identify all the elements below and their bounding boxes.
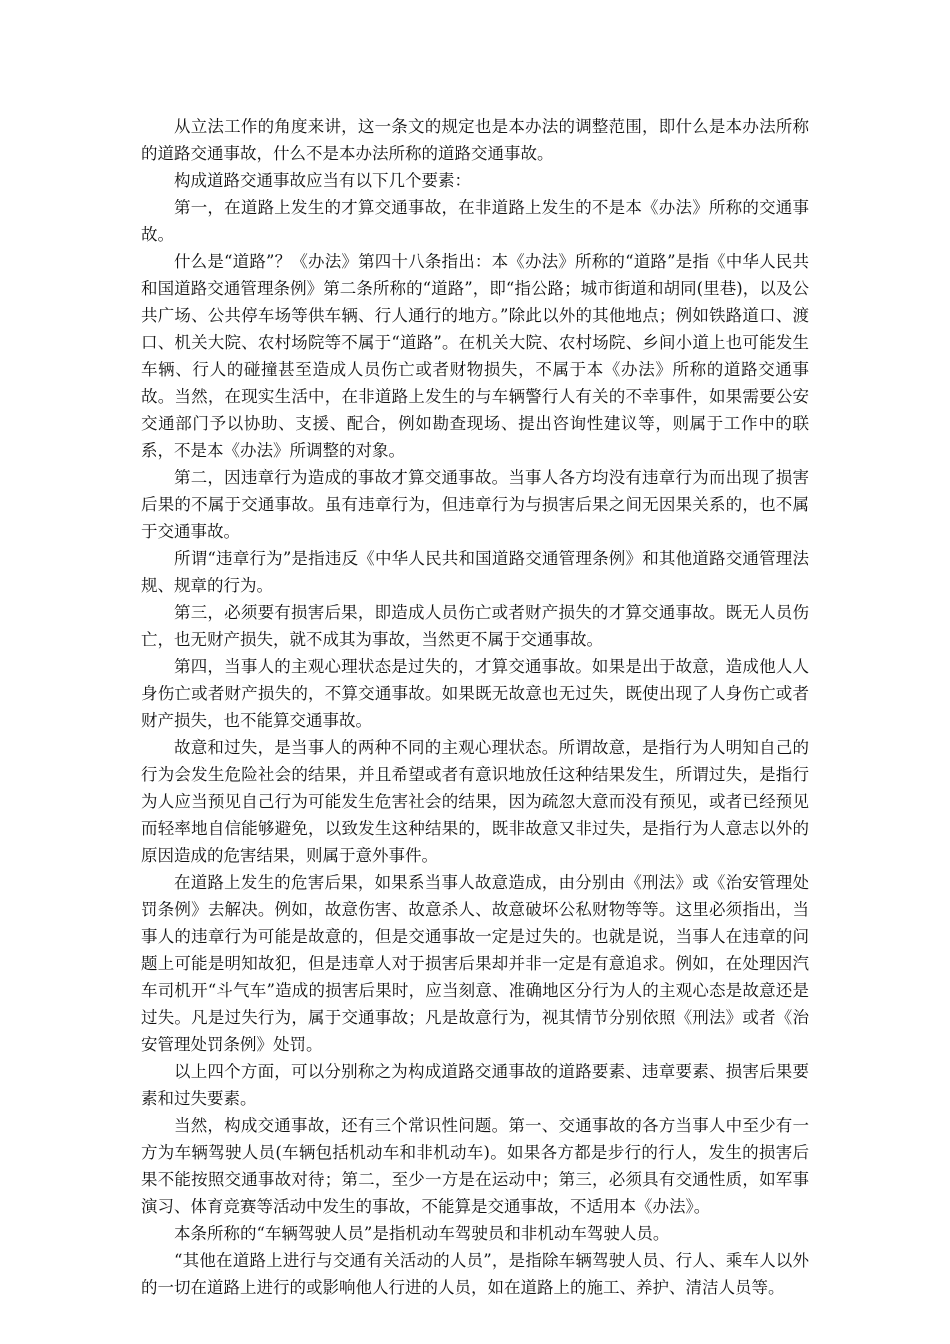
- paragraph-10: 在道路上发生的危害后果，如果系当事人故意造成，由分别由《刑法》或《治安管理处罚条例》去解决。例如，故意伤害、故意杀人、故意破坏公私财物等等。这里必须指出，当事人的违章行为可能是故意的，但是交通事故一定是过失的。也就是说，当事人在违章的问题上可能是明知故犯，但是违章人对于损害后果却并非一定是有意追求。例如，在处理因汽车司机开“斗气车”造成的损害后果时，应当刻意、准确地区分行为人的主观心态是故意还是过失。凡是过失行为，属于交通事故；凡是故意行为，视其情节分别依照《刑法》或者《治安管理处罚条例》处罚。: [141, 873, 809, 1054]
- paragraph-11: 以上四个方面，可以分别称之为构成道路交通事故的道路要素、违章要素、损害后果要素和过失要素。: [141, 1062, 809, 1108]
- paragraph-14: “其他在道路上进行与交通有关活动的人员”，是指除车辆驾驶人员、行人、乘车人以外的一切在道路上进行的或影响他人行进的人员，如在道路上的施工、养护、清洁人员等。: [141, 1251, 809, 1297]
- paragraph-3: 第一，在道路上发生的才算交通事故，在非道路上发生的不是本《办法》所称的交通事故。: [141, 198, 809, 244]
- paragraph-13: 本条所称的“车辆驾驶人员”是指机动车驾驶员和非机动车驾驶人员。: [174, 1224, 670, 1243]
- paragraph-7: 第三，必须要有损害后果，即造成人员伤亡或者财产损失的才算交通事故。既无人员伤亡，也无财产损失，就不成其为事故，当然更不属于交通事故。: [141, 603, 809, 649]
- paragraph-9: 故意和过失，是当事人的两种不同的主观心理状态。所谓故意，是指行为人明知自己的行为会发生危险社会的结果，并且希望或者有意识地放任这种结果发生，所谓过失，是指行为人应当预见自己行为可能发生危害社会的结果，因为疏忽大意而没有预见，或者已经预见而轻率地自信能够避免，以致发生这种结果的，既非故意又非过失，是指行为人意志以外的原因造成的危害结果，则属于意外事件。: [141, 738, 809, 865]
- paragraph-4: 什么是“道路”？《办法》第四十八条指出：本《办法》所称的“道路”是指《中华人民共和国道路交通管理条例》第二条所称的“道路”，即“指公路；城市街道和胡同(里巷)，以及公共广场、公共停车场等供车辆、行人通行的地方。”除此以外的其他地点；例如铁路道口、渡口、机关大院、农村场院等不属于“道路”。在机关大院、农村场院、乡间小道上也可能发生车辆、行人的碰撞甚至造成人员伤亡或者财物损失，不属于本《办法》所称的道路交通事故。当然，在现实生活中，在非道路上发生的与车辆警行人有关的不幸事件，如果需要公安交通部门予以协助、支援、配合，例如勘查现场、提出咨询性建议等，则属于工作中的联系，不是本《办法》所调整的对象。: [141, 252, 809, 460]
- paragraph-8: 第四，当事人的主观心理状态是过失的，才算交通事故。如果是出于故意，造成他人人身伤亡或者财产损失的，不算交通事故。如果既无故意也无过失，既使出现了人身伤亡或者财产损失，也不能算交通事故。: [141, 657, 809, 730]
- paragraph-2: 构成道路交通事故应当有以下几个要素：: [174, 171, 471, 190]
- paragraph-6: 所谓“违章行为”是指违反《中华人民共和国道路交通管理条例》和其他道路交通管理法规、规章的行为。: [141, 549, 809, 595]
- paragraph-12: 当然，构成交通事故，还有三个常识性问题。第一、交通事故的各方当事人中至少有一方为车辆驾驶人员(车辆包括机动车和非机动车)。如果各方都是步行的行人，发生的损害后果不能按照交通事故对待；第二，至少一方是在运动中；第三，必须具有交通性质，如军事演习、体育竞赛等活动中发生的事故，不能算是交通事故，不适用本《办法》。: [141, 1116, 809, 1216]
- document-body: [141, 113, 809, 1301]
- paragraph-5: 第二，因违章行为造成的事故才算交通事故。当事人各方均没有违章行为而出现了损害后果的不属于交通事故。虽有违章行为，但违章行为与损害后果之间无因果关系的，也不属于交通事故。: [141, 468, 809, 541]
- paragraph-1: 从立法工作的角度来讲，这一条文的规定也是本办法的调整范围，即什么是本办法所称的道路交通事故，什么不是本办法所称的道路交通事故。: [141, 117, 809, 163]
